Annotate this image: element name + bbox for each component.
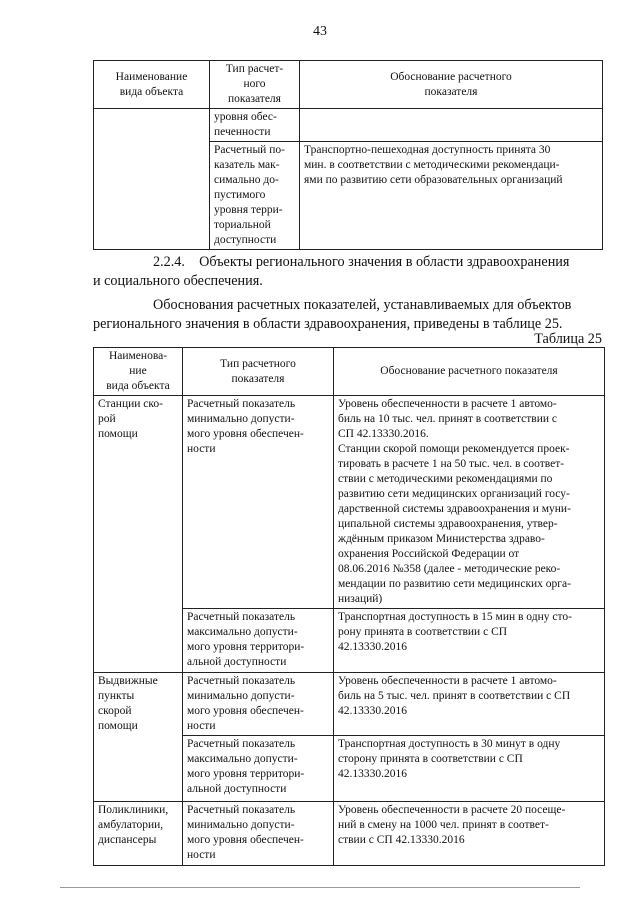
table-header-row <box>94 61 603 109</box>
column-header: Обоснование расчетного показателя <box>334 348 605 396</box>
table-cell: Расчетный показатель максимально допусти- мого уровня территори- альной доступности <box>183 736 334 802</box>
table-row <box>94 396 605 609</box>
table-cell <box>94 109 210 142</box>
table-25 <box>93 347 605 866</box>
column-header: Наименова- ние вида объекта <box>94 348 183 396</box>
table-cell <box>94 609 183 673</box>
table-row <box>94 736 605 802</box>
section-heading-continuation: и социального обеспечения. <box>93 273 263 289</box>
table-cell: Расчетный показатель минимально допусти- мого уровня обеспечен- ности <box>183 802 334 866</box>
table-cell <box>94 142 210 250</box>
table-cell: Расчетный показатель минимально допусти- мого уровня обеспечен- ности <box>183 673 334 736</box>
table-caption: Таблица 25 <box>534 331 602 347</box>
table-cell: Выдвижные пункты скорой помощи <box>94 673 183 736</box>
table-row <box>94 609 605 673</box>
page-number: 43 <box>313 24 327 39</box>
column-header: Обоснование расчетного показателя <box>300 61 603 109</box>
table-cell: Уровень обеспеченности в расчете 1 автомо- биль на 10 тыс. чел. принят в соответствии с СП 42.13330.2016. Станции скорой помощи рекомендуется проек- тировать в расчете 1 на 50 тыс. чел. в соответ- ствии с методическими рекомендациями по развитию сети медицинских организаций госу- дарственной системы здравоохранения и муни- ципальной системы здравоохранения, утвер- ждённым приказом Министерства здраво- охранения Российской Федерации от 08.06.2016 №358 (далее - методические реко- мендации по развитию сети медицинских орга- низаций) <box>334 396 605 609</box>
table-header-row <box>94 348 605 396</box>
table-cell: Поликлиники, амбулатории, диспансеры <box>94 802 183 866</box>
column-header: Наименование вида объекта <box>94 61 210 109</box>
table-cell: Транспортная доступность в 30 минут в одну сторону принята в соответствии с СП 42.13330.2016 <box>334 736 605 802</box>
top-table <box>93 60 603 250</box>
section-heading: 2.2.4. Объекты регионального значения в области здравоохранения <box>153 254 570 270</box>
table-row <box>94 109 603 142</box>
table-cell: Расчетный по- казатель мак- симально до- пустимого уровня терри- ториальной доступности <box>210 142 300 250</box>
table-cell: Уровень обеспеченности в расчете 1 автомо- биль на 5 тыс. чел. принят в соответствии с СП 42.13330.2016 <box>334 673 605 736</box>
table-row <box>94 802 605 866</box>
paragraph-line: Обоснования расчетных показателей, устанавливаемых для объектов <box>153 297 572 313</box>
table-cell: Транспортная доступность в 15 мин в одну сто- рону принята в соответствии с СП 42.13330.2016 <box>334 609 605 673</box>
table-cell <box>300 109 603 142</box>
table-cell: Станции ско- рой помощи <box>94 396 183 609</box>
column-header: Тип расчет- ного показателя <box>210 61 300 109</box>
table-cell: Уровень обеспеченности в расчете 20 посеще- ний в смену на 1000 чел. принят в соответ- ствии с СП 42.13330.2016 <box>334 802 605 866</box>
table-cell: уровня обес- печенности <box>210 109 300 142</box>
table-cell <box>94 736 183 802</box>
table-row <box>94 673 605 736</box>
paragraph-line: регионального значения в области здравоохранения, приведены в таблице 25. <box>93 316 563 332</box>
table-row <box>94 142 603 250</box>
table-cell: Транспортно-пешеходная доступность принята 30 мин. в соответствии с методическими рекомендаци- ями по развитию сети образовательных организаций <box>300 142 603 250</box>
table-cell: Расчетный показатель минимально допусти- мого уровня обеспечен- ности <box>183 396 334 609</box>
table-cell: Расчетный показатель максимально допусти- мого уровня территори- альной доступности <box>183 609 334 673</box>
page-footer-rule <box>60 887 580 888</box>
column-header: Тип расчетного показателя <box>183 348 334 396</box>
